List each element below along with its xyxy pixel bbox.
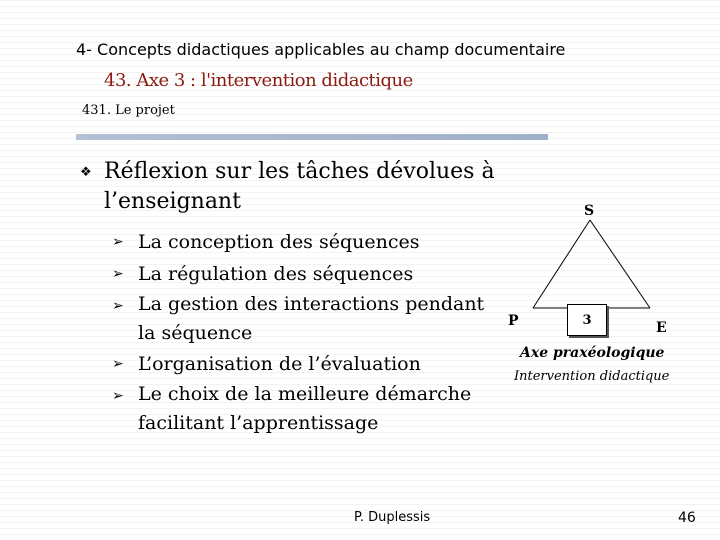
arrow-bullet-icon: ➢ <box>112 388 124 404</box>
diamond-bullet-icon: ❖ <box>80 165 92 180</box>
page-number: 46 <box>678 510 696 526</box>
list-item-text: La conception des séquences <box>138 231 420 253</box>
triangle-right-label: E <box>656 320 667 336</box>
triangle-top-label: S <box>584 203 595 219</box>
triangle-right-edge <box>590 220 650 308</box>
arrow-bullet-icon: ➢ <box>112 356 124 372</box>
arrow-bullet-icon: ➢ <box>112 266 124 282</box>
list-item-text: L’organisation de l’évaluation <box>138 353 421 375</box>
triangle-left-edge <box>533 220 590 308</box>
list-item-text: La régulation des séquences <box>138 263 414 285</box>
section-heading: 4- Concepts didactiques applicables au champ documentaire <box>76 40 566 59</box>
diagram-caption-title: Axe praxéologique <box>520 345 665 361</box>
triangle-left-label: P <box>508 313 519 329</box>
axis-number-box: 3 <box>567 304 607 336</box>
list-item <box>112 290 504 348</box>
footer-author: P. Duplessis <box>354 510 431 525</box>
slide-title: 43. Axe 3 : l'intervention didactique <box>104 70 413 91</box>
arrow-bullet-icon: ➢ <box>112 234 124 250</box>
subsection-heading: 431. Le projet <box>82 103 175 118</box>
list-item-text: Le choix de la meilleure démarche facilitant l’apprentissage <box>138 383 472 434</box>
list-item <box>112 258 504 290</box>
sub-bullet-list <box>112 226 504 438</box>
list-item-text: La gestion des interactions pendant la séquence <box>138 293 485 344</box>
arrow-bullet-icon: ➢ <box>112 298 124 314</box>
list-item <box>112 226 504 258</box>
list-item <box>112 348 504 380</box>
list-item <box>112 380 504 438</box>
main-bullet-text: Réflexion sur les tâches dévolues à l’enseignant <box>104 159 495 214</box>
diagram-caption-subtitle: Intervention didactique <box>514 369 670 384</box>
title-divider <box>76 134 548 140</box>
